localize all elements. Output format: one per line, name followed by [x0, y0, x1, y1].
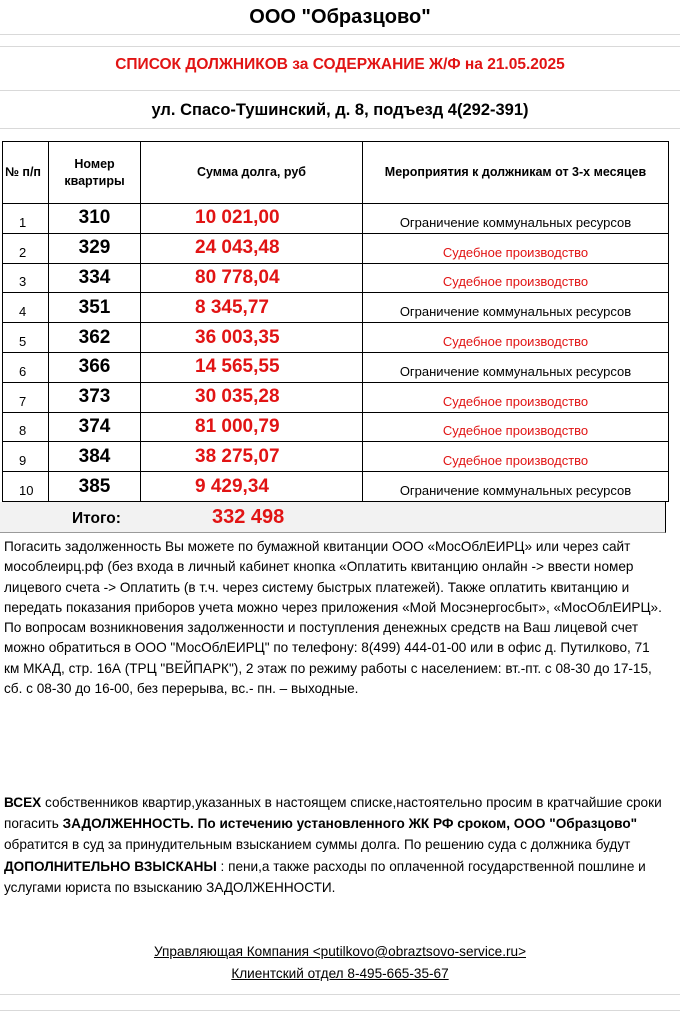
row-number: 7	[3, 382, 49, 412]
row-number: 5	[3, 323, 49, 353]
table-row	[3, 293, 669, 323]
org-title: ООО "Образцово"	[249, 6, 431, 28]
row-apartment: 334	[49, 263, 141, 293]
table-row	[3, 323, 669, 353]
row-debt-sum: 24 043,48	[141, 233, 363, 263]
row-action: Судебное производство	[363, 442, 669, 472]
grid-line	[0, 34, 680, 35]
row-apartment: 351	[49, 293, 141, 323]
row-action: Судебное производство	[363, 323, 669, 353]
row-action: Судебное производство	[363, 382, 669, 412]
row-number: 10	[3, 472, 49, 502]
row-apartment: 384	[49, 442, 141, 472]
total-value: 332 498	[212, 506, 285, 528]
table-row	[3, 233, 669, 263]
table-row	[3, 352, 669, 382]
row-apartment: 366	[49, 352, 141, 382]
row-action: Судебное производство	[363, 412, 669, 442]
row-debt-sum: 8 345,77	[141, 293, 363, 323]
grid-line	[0, 994, 680, 995]
table-header-row	[3, 142, 669, 204]
row-debt-sum: 81 000,79	[141, 412, 363, 442]
row-apartment: 310	[49, 204, 141, 234]
grid-line	[0, 1010, 680, 1011]
footer-company-link[interactable]: Управляющая Компания <putilkovo@obraztsovo-service.ru>	[153, 944, 527, 959]
table-row	[3, 442, 669, 472]
table-row	[3, 204, 669, 234]
payment-info-paragraph: Погасить задолженность Вы можете по бумажной квитанции ООО «МосОблЕИРЦ» или через сайт мособлеирц.рф (без входа в личный кабинет кнопка «Оплатить квитанцию онлайн -> ввести номер лицевого счета -> Оплатить (в т.ч. через систему быстрых платежей). Также оплатить квитанцию и передать показания приборов учета можно через приложения «Мой Мосэнергосбыт», «МосОблЕИРЦ».	[4, 539, 662, 615]
row-debt-sum: 14 565,55	[141, 352, 363, 382]
debtors-table	[2, 141, 669, 502]
header-actions: Мероприятия к должникам от 3-х месяцев	[363, 142, 669, 204]
row-debt-sum: 9 429,34	[141, 472, 363, 502]
row-number: 1	[3, 204, 49, 234]
table-row	[3, 472, 669, 502]
contact-info-paragraph: По вопросам возникновения задолженности и поступления денежных средств на Ваш лицевой счет можно обратиться в ООО "МосОблЕИРЦ" по телефону: 8(499) 444-01-00 или в офис д. Путилково, 71 км МКАД, стр. 16А (ТРЦ "ВЕЙПАРК"), 2 этаж по режиму работы с населением: вт.-пт. с 08-30 до 17-15, сб. с 08-30 до 16-00, без перерыва, вс.- пн. – выходные.	[4, 620, 652, 697]
grid-line	[0, 46, 680, 47]
header-sum: Сумма долга, руб	[141, 142, 363, 204]
warning-bold-debt: ЗАДОЛЖЕННОСТЬ. По истечению установленного ЖК РФ сроком, ООО "Образцово"	[62, 816, 638, 832]
row-action: Ограничение коммунальных ресурсов	[363, 472, 669, 502]
row-debt-sum: 80 778,04	[141, 263, 363, 293]
footer-client-department: Клиентский отдел 8-495-665-35-67	[231, 966, 449, 981]
address: ул. Спасо-Тушинский, д. 8, подъезд 4(292-391)	[151, 101, 529, 119]
row-debt-sum: 36 003,35	[141, 323, 363, 353]
row-apartment: 374	[49, 412, 141, 442]
table-row	[3, 382, 669, 412]
row-action: Ограничение коммунальных ресурсов	[363, 293, 669, 323]
row-debt-sum: 30 035,28	[141, 382, 363, 412]
warning-bold-extra: ДОПОЛНИТЕЛЬНО ВЗЫСКАНЫ	[4, 858, 217, 874]
row-action: Судебное производство	[363, 233, 669, 263]
row-number: 9	[3, 442, 49, 472]
row-debt-sum: 10 021,00	[141, 204, 363, 234]
row-debt-sum: 38 275,07	[141, 442, 363, 472]
row-action: Судебное производство	[363, 263, 669, 293]
warning-text-3: : пени,а также расходы по оплаченной государственной пошлине и услугами юриста по взысканию ЗАДОЛЖЕННОСТИ.	[4, 858, 646, 895]
grid-line	[0, 128, 680, 129]
row-number: 6	[3, 352, 49, 382]
row-number: 8	[3, 412, 49, 442]
row-apartment: 329	[49, 233, 141, 263]
grid-line	[0, 90, 680, 91]
list-title: СПИСОК ДОЛЖНИКОВ за СОДЕРЖАНИЕ Ж/Ф на 21.05.2025	[115, 56, 565, 73]
row-number: 4	[3, 293, 49, 323]
row-apartment: 362	[49, 323, 141, 353]
row-number: 3	[3, 263, 49, 293]
warning-text-2: обратится в суд за принудительным взысканием суммы долга. По решению суда с должника будут	[4, 837, 631, 853]
row-number: 2	[3, 233, 49, 263]
header-apartment: Номер квартиры	[49, 142, 141, 204]
debt-warning	[4, 792, 668, 898]
header-num: № п/п	[3, 142, 49, 204]
warning-text-1: собственников квартир,указанных в настоящем списке,настоятельно просим в кратчайшие сроки погасить	[4, 795, 662, 832]
row-apartment: 385	[49, 472, 141, 502]
debtors-table-body	[3, 204, 669, 502]
total-label: Итого:	[72, 510, 121, 527]
warning-bold-all: ВСЕХ	[4, 795, 42, 810]
row-action: Ограничение коммунальных ресурсов	[363, 204, 669, 234]
payment-info	[4, 537, 668, 699]
table-row	[3, 263, 669, 293]
row-apartment: 373	[49, 382, 141, 412]
table-row	[3, 412, 669, 442]
row-action: Ограничение коммунальных ресурсов	[363, 352, 669, 382]
